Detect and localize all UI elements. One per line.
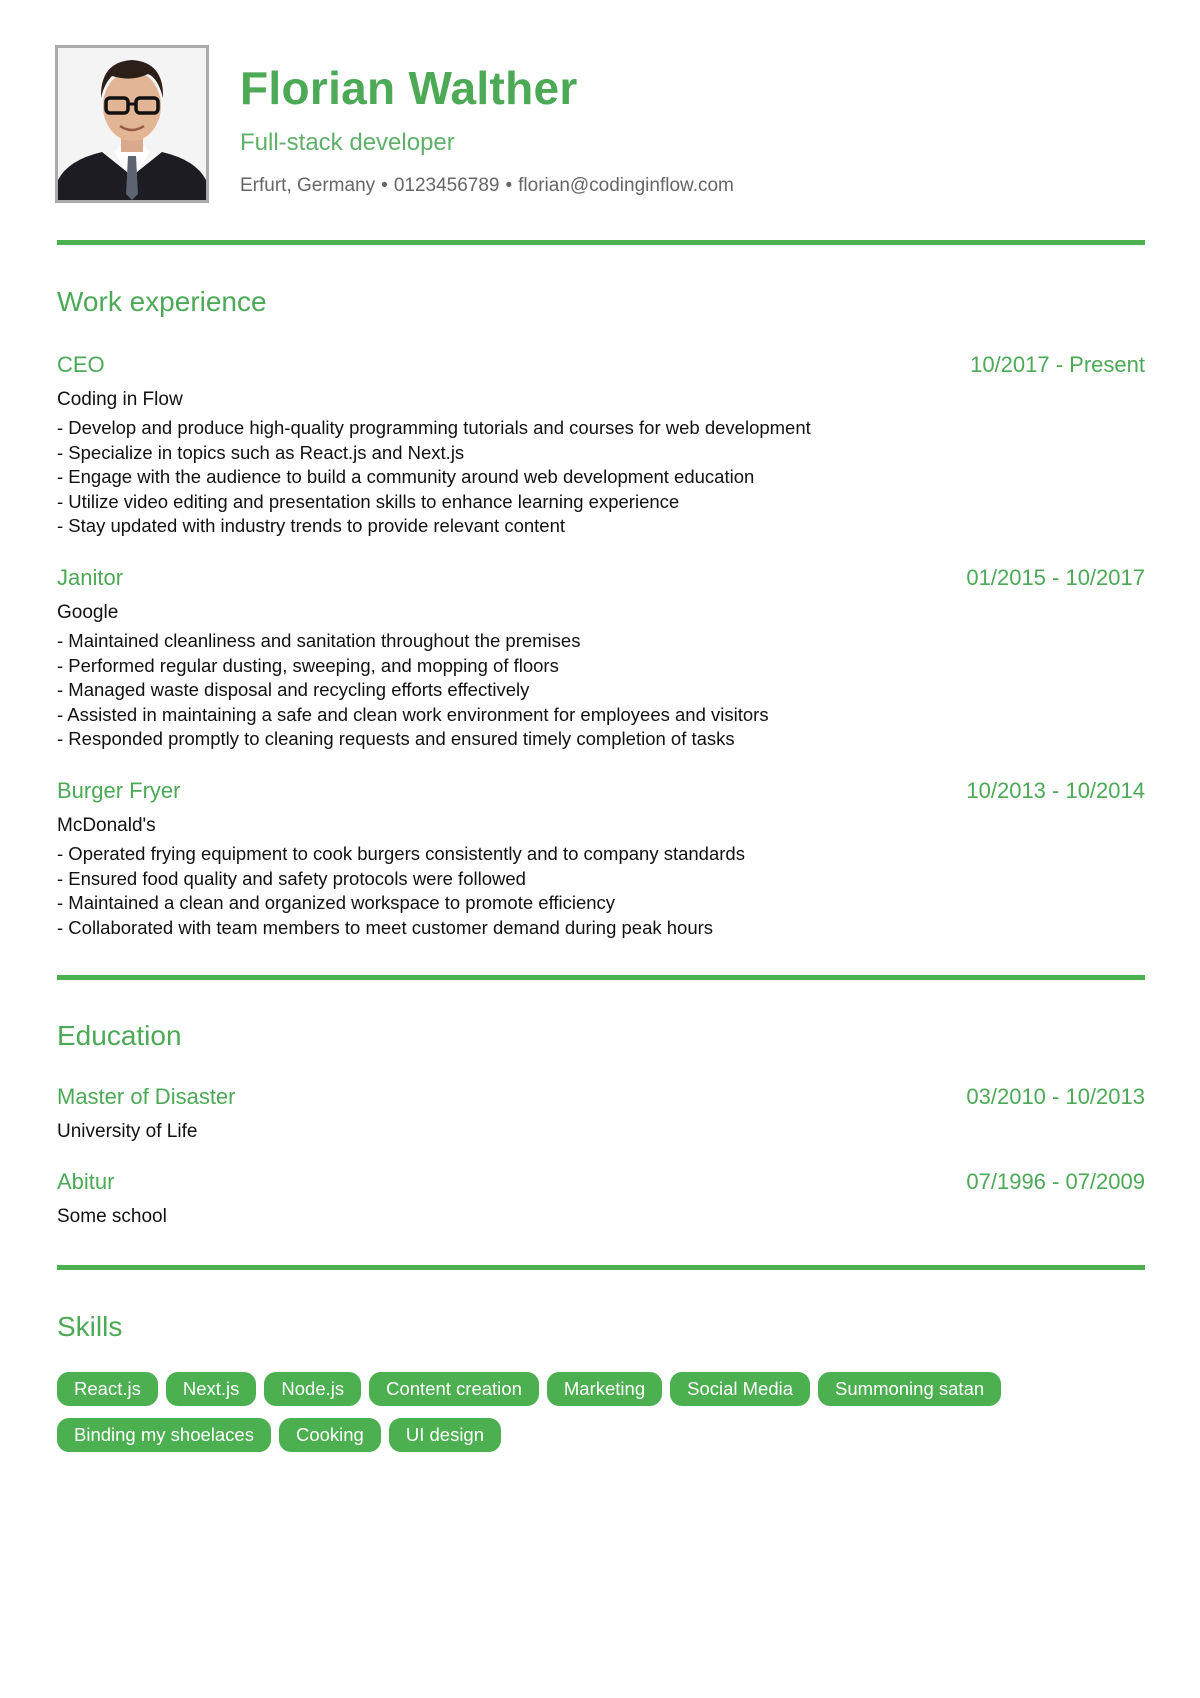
education-entry bbox=[57, 1084, 1145, 1146]
section-divider bbox=[57, 240, 1145, 245]
list-item: - Collaborated with team members to meet customer demand during peak hours bbox=[57, 916, 714, 938]
degree-name: Master of Disaster bbox=[57, 1084, 236, 1109]
list-item: - Develop and produce high-quality programming tutorials and courses for web development bbox=[57, 417, 811, 438]
job-dates: 10/2017 - Present bbox=[970, 352, 1145, 377]
education-entry bbox=[57, 1169, 1145, 1231]
responsibility-list bbox=[57, 842, 1145, 940]
separator-dot: • bbox=[505, 175, 513, 196]
phone-number: 0123456789 bbox=[393, 175, 500, 196]
work-entry bbox=[57, 352, 1145, 539]
list-item: - Ensured food quality and safety protocols were followed bbox=[57, 867, 526, 889]
skill-chip: Content creation bbox=[369, 1372, 539, 1406]
skill-chip: Next.js bbox=[166, 1372, 257, 1406]
job-role: Janitor bbox=[57, 565, 124, 590]
profile-photo bbox=[55, 45, 209, 203]
skill-chip: Social Media bbox=[670, 1372, 810, 1406]
skill-chip: Marketing bbox=[547, 1372, 662, 1406]
job-role: Burger Fryer bbox=[57, 778, 181, 803]
list-item: - Maintained a clean and organized workspace to promote efficiency bbox=[57, 892, 616, 913]
list-item: - Performed regular dusting, sweeping, and mopping of floors bbox=[57, 654, 559, 676]
skills-heading: Skills bbox=[57, 1311, 123, 1342]
company-name: Coding in Flow bbox=[57, 389, 183, 410]
location: Erfurt, Germany bbox=[240, 175, 376, 196]
job-title: Full-stack developer bbox=[240, 129, 455, 156]
contact-line bbox=[240, 175, 734, 197]
work-entry bbox=[57, 565, 1145, 752]
education-dates: 03/2010 - 10/2013 bbox=[966, 1084, 1145, 1109]
list-item: - Utilize video editing and presentation skills to enhance learning experience bbox=[57, 490, 680, 512]
company-name: McDonald's bbox=[57, 815, 156, 836]
skill-chip: Cooking bbox=[279, 1418, 381, 1452]
separator-dot: • bbox=[381, 175, 388, 196]
list-item: - Responded promptly to cleaning requests and ensured timely completion of tasks bbox=[57, 728, 735, 749]
degree-name: Abitur bbox=[57, 1169, 115, 1194]
school-name: University of Life bbox=[57, 1121, 198, 1142]
candidate-name: Florian Walther bbox=[240, 62, 578, 114]
section-divider bbox=[57, 1265, 1145, 1270]
list-item: - Assisted in maintaining a safe and clean work environment for employees and visitors bbox=[57, 703, 769, 725]
work-entry bbox=[57, 778, 1145, 940]
list-item: - Managed waste disposal and recycling efforts effectively bbox=[57, 679, 530, 700]
skills-list bbox=[57, 1372, 1145, 1464]
list-item: - Stay updated with industry trends to provide relevant content bbox=[57, 515, 566, 536]
resume-header bbox=[55, 45, 1145, 207]
job-role: CEO bbox=[57, 352, 105, 377]
responsibility-list bbox=[57, 629, 1145, 752]
job-dates: 10/2013 - 10/2014 bbox=[966, 778, 1145, 803]
list-item: - Engage with the audience to build a community around web development education bbox=[57, 466, 755, 487]
company-name: Google bbox=[57, 602, 119, 623]
skill-chip: React.js bbox=[57, 1372, 158, 1406]
skill-chip: Binding my shoelaces bbox=[57, 1418, 271, 1452]
school-name: Some school bbox=[57, 1206, 167, 1227]
work-experience-heading: Work experience bbox=[57, 286, 267, 317]
section-divider bbox=[57, 975, 1145, 980]
list-item: - Operated frying equipment to cook burgers consistently and to company standards bbox=[57, 843, 745, 864]
list-item: - Maintained cleanliness and sanitation throughout the premises bbox=[57, 630, 581, 651]
education-heading: Education bbox=[57, 1020, 182, 1051]
person-portrait-icon bbox=[58, 48, 206, 200]
education-dates: 07/1996 - 07/2009 bbox=[966, 1169, 1145, 1194]
email-address: florian@codinginflow.com bbox=[518, 175, 734, 196]
responsibility-list bbox=[57, 416, 1145, 539]
skill-chip: UI design bbox=[389, 1418, 501, 1452]
skill-chip: Node.js bbox=[264, 1372, 361, 1406]
skill-chip: Summoning satan bbox=[818, 1372, 1001, 1406]
job-dates: 01/2015 - 10/2017 bbox=[966, 565, 1145, 590]
list-item: - Specialize in topics such as React.js and Next.js bbox=[57, 441, 465, 463]
